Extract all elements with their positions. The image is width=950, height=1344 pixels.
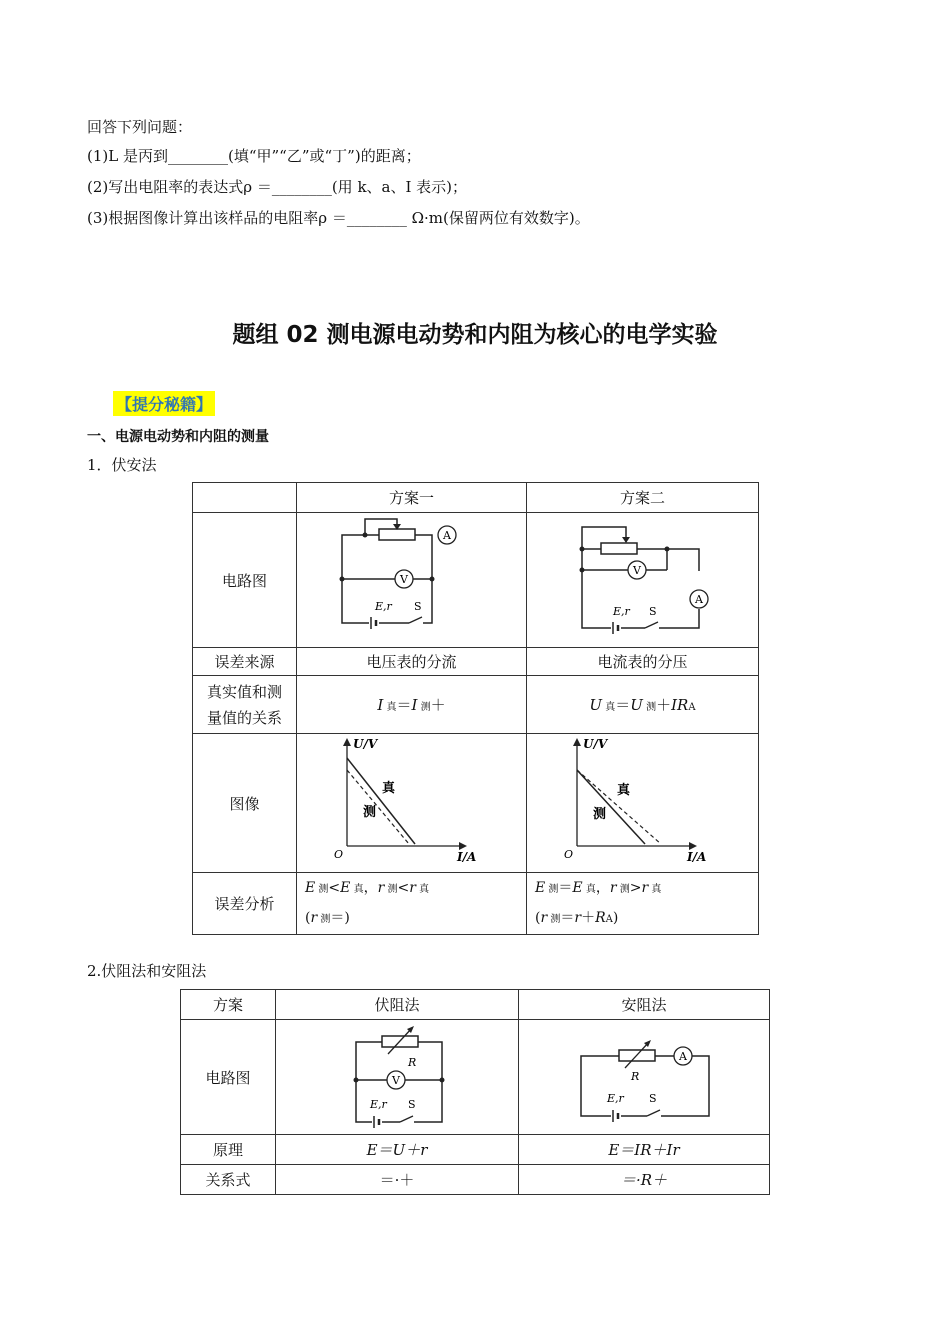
svg-text:O: O	[563, 848, 573, 861]
volt-resistor-table	[180, 989, 770, 1195]
svg-text:U/V: U/V	[583, 737, 608, 751]
question-1: (1)L 是丙到________(填“甲”“乙”或“丁”)的距离；	[87, 147, 421, 165]
svg-text:测: 测	[363, 805, 377, 820]
heading-emf-measurement: 一、电源电动势和内阻的测量	[87, 429, 269, 445]
table1-row-relation-label: 真实值和测 量值的关系	[193, 676, 297, 734]
table1-header-plan1: 方案一	[297, 483, 527, 513]
table2-row-principle-label: 原理	[181, 1135, 276, 1165]
subheading-volt-ammeter: 1．伏安法	[87, 456, 157, 474]
table1-row-analysis-label: 误差分析	[193, 873, 297, 935]
svg-text:A: A	[695, 593, 703, 606]
ui-graph-plan1	[297, 734, 527, 873]
source-label: E,r	[375, 600, 392, 613]
table1-row-graph-label: 图像	[193, 734, 297, 873]
analysis-plan2: E 测＝E 真，r 测>r 真 (r 测＝r＋RA)	[527, 873, 759, 935]
svg-text:V: V	[400, 573, 408, 586]
subheading-volt-ohm: 2.伏阻法和安阻法	[87, 962, 207, 980]
table2-header-amp-resistor: 安阻法	[519, 990, 770, 1020]
question-intro: 回答下列问题：	[87, 118, 193, 136]
analysis-plan1: E 测<E 真，r 测<r 真 (r 测＝)	[297, 873, 527, 935]
svg-text:E,r: E,r	[607, 1092, 624, 1105]
svg-text:I/A: I/A	[457, 850, 477, 864]
svg-text:E,r: E,r	[370, 1098, 387, 1111]
question-2: (2)写出电阻率的表达式ρ ＝________(用 k、a、I 表示)；	[87, 178, 468, 196]
formula-volt-resistor: ＝·＋	[276, 1165, 519, 1195]
svg-text:A: A	[443, 529, 451, 542]
svg-text:R: R	[408, 1056, 417, 1069]
svg-text:S: S	[408, 1098, 416, 1111]
svg-text:R: R	[631, 1070, 640, 1083]
table2-header-volt-resistor: 伏阻法	[276, 990, 519, 1020]
svg-text:真: 真	[382, 781, 396, 796]
table2-header-plan: 方案	[181, 990, 276, 1020]
svg-text:V: V	[633, 564, 641, 577]
circuit-amp-resistor	[519, 1020, 770, 1135]
table1-row-circuit-label: 电路图	[193, 513, 297, 648]
svg-text:测: 测	[593, 807, 607, 822]
relation-plan2: U 真＝U 测＋IRA	[527, 676, 759, 734]
principle-amp-resistor: E＝IR＋Ir	[519, 1135, 770, 1165]
table2-row-circuit-label: 电路图	[181, 1020, 276, 1135]
table2-row-formula-label: 关系式	[181, 1165, 276, 1195]
question-3: (3)根据图像计算出该样品的电阻率ρ ＝________ Ω·m(保留两位有效数字)。	[87, 209, 590, 227]
tip-tag: 【提分秘籍】	[113, 391, 215, 416]
circuit-diagram-plan1	[297, 513, 527, 648]
ui-graph-plan2	[527, 734, 759, 873]
error-source-plan2: 电流表的分压	[527, 648, 759, 676]
svg-text:I/A: I/A	[687, 850, 707, 864]
relation-plan1: I 真＝I 测＋	[297, 676, 527, 734]
circuit-volt-resistor	[276, 1020, 519, 1135]
table1-corner	[193, 483, 297, 513]
volt-ammeter-table	[192, 482, 759, 935]
svg-text:真: 真	[617, 783, 631, 798]
circuit-diagram-plan2	[527, 513, 759, 648]
svg-text:A: A	[679, 1050, 687, 1063]
principle-volt-resistor: E＝U＋r	[276, 1135, 519, 1165]
table1-header-plan2: 方案二	[527, 483, 759, 513]
svg-text:S: S	[649, 1092, 657, 1105]
svg-text:V: V	[392, 1074, 400, 1087]
svg-text:U/V: U/V	[353, 737, 378, 751]
svg-text:E,r: E,r	[613, 605, 630, 618]
switch-label: S	[414, 600, 422, 613]
error-source-plan1: 电压表的分流	[297, 648, 527, 676]
section-title: 题组 02 测电源电动势和内阻为核心的电学实验	[232, 322, 718, 348]
formula-amp-resistor: ＝·R＋	[519, 1165, 770, 1195]
table1-row-error-source-label: 误差来源	[193, 648, 297, 676]
svg-text:O: O	[333, 848, 343, 861]
svg-text:S: S	[649, 605, 657, 618]
